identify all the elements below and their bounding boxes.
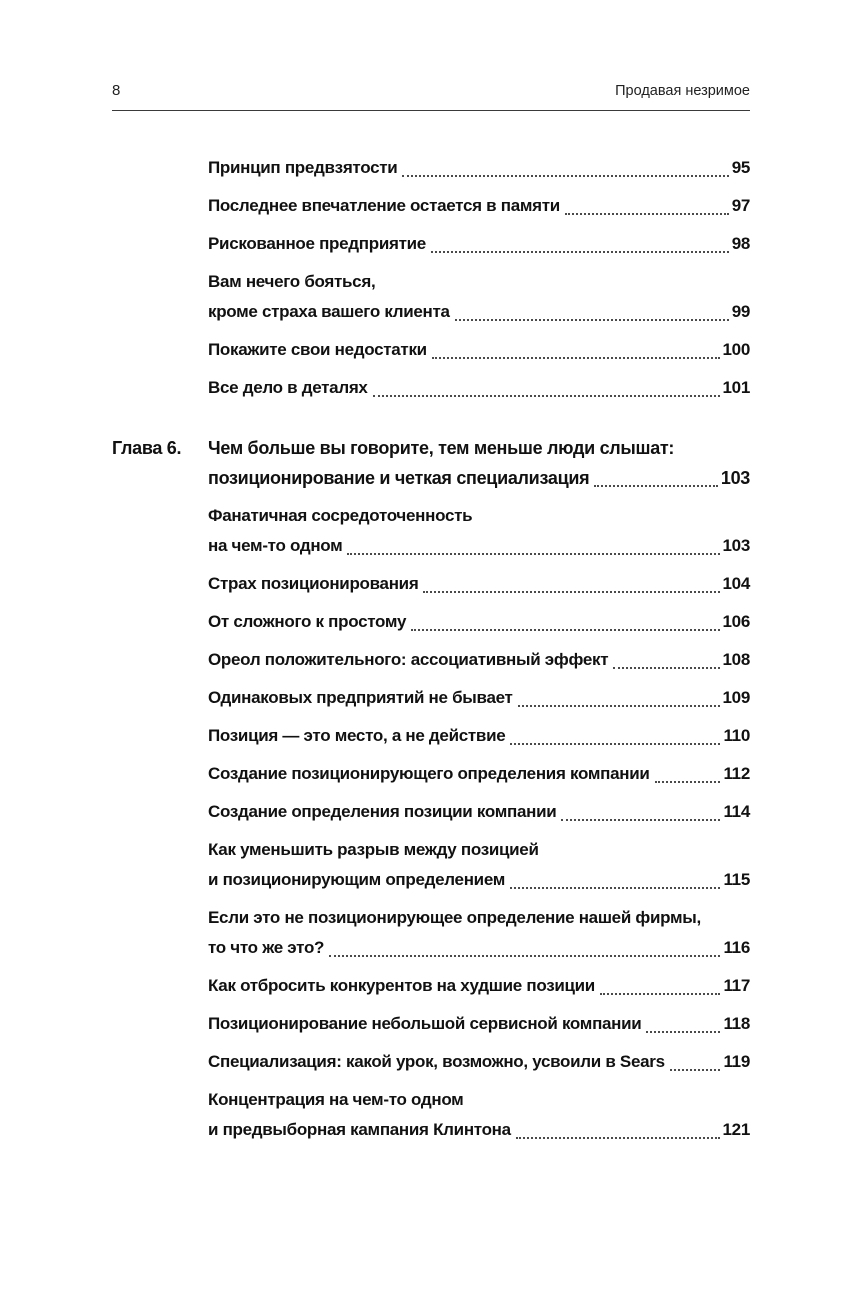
toc-entry	[112, 267, 750, 327]
entry-page-number: 103	[720, 468, 750, 488]
entry-line	[208, 297, 750, 327]
entry-body	[208, 797, 750, 827]
toc-entry	[112, 229, 750, 259]
dot-leader	[329, 955, 720, 957]
header-rule	[112, 110, 750, 111]
entry-body	[208, 607, 750, 637]
toc-entry	[112, 153, 750, 183]
entry-body	[208, 971, 750, 1001]
dot-leader	[373, 395, 720, 397]
entry-title-line: От сложного к простому	[208, 612, 407, 631]
dot-leader	[613, 667, 719, 669]
dot-leader	[600, 993, 721, 995]
dot-leader	[670, 1069, 721, 1071]
entry-title-line: кроме страха вашего клиента	[208, 302, 450, 321]
entry-body	[208, 1009, 750, 1039]
entry-line	[208, 971, 750, 1001]
toc-list	[112, 153, 750, 1145]
entry-line	[208, 683, 750, 713]
entry-title-line: Создание позиционирующего определения компании	[208, 764, 650, 783]
entry-title-line: и позиционирующим определением	[208, 870, 506, 889]
chapter-label: Глава 6.	[112, 438, 182, 458]
entry-page-number: 95	[731, 158, 750, 177]
entry-body	[208, 569, 750, 599]
entry-body	[208, 1047, 750, 1077]
toc-entry	[112, 191, 750, 221]
entry-page-number: 100	[722, 340, 750, 359]
entry-title-line: Все дело в деталях	[208, 378, 368, 397]
toc-entry	[112, 335, 750, 365]
entry-title-line: Создание определения позиции компании	[208, 802, 557, 821]
entry-title-line: на чем-то одном	[208, 536, 343, 555]
entry-page-number: 101	[722, 378, 750, 397]
toc-entry	[112, 683, 750, 713]
toc-entry	[112, 721, 750, 751]
entry-page-number: 118	[723, 1014, 750, 1033]
entry-title-line: Как уменьшить разрыв между позицией	[208, 840, 539, 859]
toc-entry	[112, 645, 750, 675]
toc-entry	[112, 607, 750, 637]
dot-leader	[510, 743, 720, 745]
entry-title-line: Одинаковых предприятий не бывает	[208, 688, 513, 707]
entry-title-line: Страх позиционирования	[208, 574, 419, 593]
entry-line	[208, 759, 750, 789]
entry-line	[208, 865, 750, 895]
dot-leader	[402, 175, 728, 177]
entry-body	[208, 335, 750, 365]
entry-body	[208, 721, 750, 751]
entry-title-line: Специализация: какой урок, возможно, усвоили в Sears	[208, 1052, 665, 1071]
entry-body	[208, 645, 750, 675]
dot-leader	[347, 553, 719, 555]
entry-page-number: 103	[722, 536, 750, 555]
entry-page-number: 117	[723, 976, 750, 995]
entry-title-line: Позиция — это место, а не действие	[208, 726, 506, 745]
running-title: Продавая незримое	[615, 83, 750, 99]
entry-title-line: Ореол положительного: ассоциативный эффект	[208, 650, 609, 669]
dot-leader	[516, 1137, 720, 1139]
entry-page-number: 109	[722, 688, 750, 707]
entry-line	[208, 721, 750, 751]
entry-body	[208, 903, 750, 963]
dot-leader	[423, 591, 719, 593]
page-header	[112, 82, 750, 99]
toc-entry	[112, 797, 750, 827]
entry-line	[208, 267, 750, 297]
entry-title-line: Рискованное предприятие	[208, 234, 426, 253]
entry-line	[208, 797, 750, 827]
entry-line	[208, 1009, 750, 1039]
toc-chapter-entry	[112, 433, 750, 493]
entry-body	[208, 191, 750, 221]
entry-page-number: 97	[731, 196, 750, 215]
entry-page-number: 104	[722, 574, 750, 593]
entry-body	[208, 835, 750, 895]
entry-title-line: Фанатичная сосредоточенность	[208, 506, 473, 525]
entry-body	[208, 683, 750, 713]
entry-line	[208, 607, 750, 637]
dot-leader	[432, 357, 720, 359]
toc-entry	[112, 1085, 750, 1145]
dot-leader	[646, 1031, 720, 1033]
entry-title-line: Концентрация на чем-то одном	[208, 1090, 464, 1109]
entry-page-number: 115	[723, 870, 750, 889]
toc-entry	[112, 1047, 750, 1077]
entry-line	[208, 501, 750, 531]
dot-leader	[455, 319, 729, 321]
toc-entry	[112, 569, 750, 599]
entry-line	[208, 645, 750, 675]
entry-title-line: Принцип предвзятости	[208, 158, 398, 177]
entry-line	[208, 335, 750, 365]
entry-line	[208, 373, 750, 403]
entry-body	[208, 501, 750, 561]
entry-line	[208, 463, 750, 493]
entry-page-number: 108	[722, 650, 750, 669]
entry-body	[208, 267, 750, 327]
entry-line	[208, 153, 750, 183]
dot-leader	[510, 887, 720, 889]
toc-entry	[112, 835, 750, 895]
toc-entry	[112, 1009, 750, 1039]
entry-title-line: Чем больше вы говорите, тем меньше люди слышат:	[208, 438, 675, 458]
entry-page-number: 116	[723, 938, 750, 957]
entry-page-number: 114	[723, 802, 750, 821]
entry-title-line: Позиционирование небольшой сервисной компании	[208, 1014, 642, 1033]
entry-line	[208, 835, 750, 865]
dot-leader	[561, 819, 720, 821]
entry-line	[208, 1085, 750, 1115]
entry-title-line: и предвыборная кампания Клинтона	[208, 1120, 511, 1139]
entry-line	[208, 433, 750, 463]
entry-page-number: 106	[722, 612, 750, 631]
entry-title-line: Как отбросить конкурентов на худшие позиции	[208, 976, 595, 995]
entry-title-line: Покажите свои недостатки	[208, 340, 427, 359]
entry-line	[208, 1115, 750, 1145]
toc-entry	[112, 373, 750, 403]
entry-body	[208, 759, 750, 789]
entry-page-number: 119	[723, 1052, 750, 1071]
entry-line	[208, 531, 750, 561]
entry-body	[208, 433, 750, 493]
toc-entry	[112, 971, 750, 1001]
toc-entry	[112, 759, 750, 789]
toc-entry	[112, 903, 750, 963]
entry-line	[208, 191, 750, 221]
entry-line	[208, 1047, 750, 1077]
entry-title-line: Если это не позиционирующее определение нашей фирмы,	[208, 908, 701, 927]
dot-leader	[411, 629, 719, 631]
dot-leader	[594, 485, 718, 487]
entry-title-line: Последнее впечатление остается в памяти	[208, 196, 560, 215]
toc-entry	[112, 501, 750, 561]
page-number: 8	[112, 82, 121, 99]
entry-page-number: 99	[731, 302, 750, 321]
dot-leader	[518, 705, 720, 707]
entry-title-line: то что же это?	[208, 938, 325, 957]
entry-line	[208, 229, 750, 259]
entry-body	[208, 373, 750, 403]
entry-line	[208, 903, 750, 933]
entry-title-line: позиционирование и четкая специализация	[208, 468, 590, 488]
entry-body	[208, 1085, 750, 1145]
entry-line	[208, 933, 750, 963]
dot-leader	[565, 213, 729, 215]
entry-line	[208, 569, 750, 599]
dot-leader	[431, 251, 729, 253]
entry-page-number: 98	[731, 234, 750, 253]
dot-leader	[655, 781, 721, 783]
entry-page-number: 112	[723, 764, 750, 783]
entry-body	[208, 229, 750, 259]
entry-page-number: 121	[722, 1120, 750, 1139]
entry-body	[208, 153, 750, 183]
entry-page-number: 110	[723, 726, 750, 745]
entry-title-line: Вам нечего бояться,	[208, 272, 376, 291]
